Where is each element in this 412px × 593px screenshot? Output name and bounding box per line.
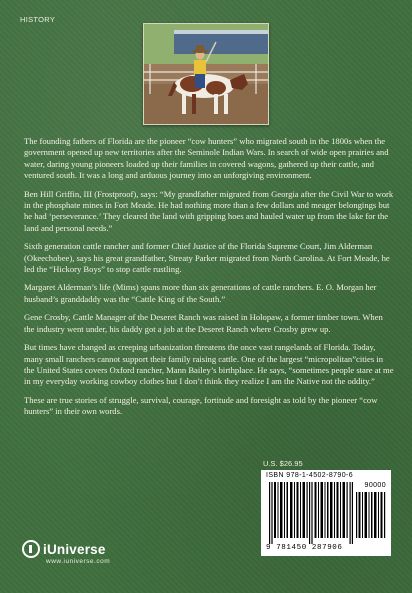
paragraph-true-stories: These are true stories of struggle, survival, courage, fortitude and foresight as told by the pioneer “cow hunters” in their own words. xyxy=(24,394,378,417)
isbn-barcode xyxy=(261,470,391,556)
isbn-text: ISBN 978-1-4502-8790-6 xyxy=(266,472,354,479)
publisher-name: iUniverse xyxy=(43,541,106,557)
back-cover-description xyxy=(24,136,394,425)
ean-barcode-bars xyxy=(269,482,353,544)
paragraph-founding-fathers: The founding fathers of Florida are the pioneer “cow hunters” who migrated south in the 1800s when the government opened up new territories after the Seminole Indian Wars. In search of wide open prairies and water, daring young pioneers loaded up their families in covered wagons, gathered up their cattle, and ventured south. It was a long and arduous journey into an unforgiving environment. xyxy=(24,136,389,181)
cowboy-horse-illustration xyxy=(144,24,268,124)
cover-photo-cowboy-on-horse xyxy=(143,23,269,125)
price-label: U.S. $26.95 xyxy=(263,459,303,468)
publisher-url: www.iuniverse.com xyxy=(46,558,111,565)
paragraph-urbanization: But times have changed as creeping urbanization threatens the once vast rangelands of Florida. Today, many small ranchers cannot support their family raising cattle. One of the largest “micropolitan”cities in the United States covers Oxford rancher, Mann Bailey’s birthplace. He says, “sometimes people stare at me in my everyday working cowboy clothes but I don’t think they realize I am the Native not the oddity.” xyxy=(24,342,394,387)
publisher-logo xyxy=(22,540,106,558)
ean-digits: 9 781450 287906 xyxy=(266,544,343,552)
category-label: HISTORY xyxy=(20,15,56,24)
paragraph-ben-hill-griffin: Ben Hill Griffin, III (Frostproof), says: “My grandfather migrated from Georgia after the Civil War to work in the phosphate mines in Fort Meade. He had nothing more than a few dollars and meager belongings but he had ‘perseverance.’ They cleared the land with gripping hoes and hauled water up from the lake for the land and personal needs.” xyxy=(24,188,394,233)
addon-barcode-bars xyxy=(356,492,386,538)
barcode-addon-number: 90000 xyxy=(364,482,386,489)
paragraph-jim-alderman: Sixth generation cattle rancher and former Chief Justice of the Florida Supreme Court, Jim Alderman (Okeechobee), says his great grandfather, Streaty Parker migrated from North Carolina. At Fort Meade, he led the “Hickory Boys” to stop cattle rustling. xyxy=(24,241,390,275)
paragraph-margaret-alderman: Margaret Alderman’s life (Mims) spans more than six generations of cattle ranchers. E. O. Morgan her husband’s granddaddy was the “Cattle King of the South.” xyxy=(24,282,377,304)
paragraph-gene-crosby: Gene Crosby, Cattle Manager of the Deseret Ranch was raised in Holopaw, a former timber town. When the industry went under, his daddy got a job at the Deseret Ranch where Crosby grew up. xyxy=(24,312,383,334)
iuniverse-logo-icon xyxy=(22,540,40,558)
